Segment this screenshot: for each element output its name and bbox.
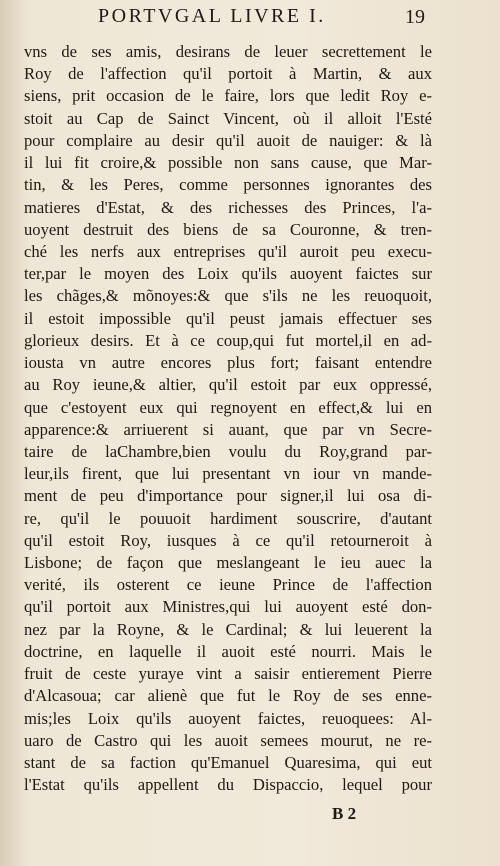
running-head: PORTVGAL LIVRE I. xyxy=(98,5,326,27)
text-line: stant de sa faction qu'Emanuel Quaresima, qui eut xyxy=(24,753,432,772)
text-line: leur,ils firent, que lui presentant vn iour vn mande- xyxy=(24,464,432,484)
text-line: ment de peu d'importance pour signer,il lui osa di- xyxy=(24,486,432,506)
text-line: fruit de ceste yuraye vint a saisir entierement Pierre xyxy=(24,664,432,684)
text-line: re, qu'il le pouuoit hardiment souscrire, d'autant xyxy=(24,508,432,528)
text-line: Roy de l'affection qu'il portoit à Martin, & aux xyxy=(24,64,432,84)
text-line: il lui fit croire,& possible non sans cause, que Mar- xyxy=(24,153,432,173)
text-line: l'Estat qu'ils appellent du Dispaccio, lequel pour xyxy=(24,775,432,795)
page-number: 19 xyxy=(405,6,425,28)
text-line: taire de laChambre,bien voulu du Roy,grand par- xyxy=(24,441,432,461)
text-line: que c'estoyent eux qui regnoyent en effect,& lui en xyxy=(24,397,432,417)
text-line: au Roy ieune,& altier, qu'il estoit par eux oppressé, xyxy=(24,375,432,395)
text-line: il estoit impossible qu'il peust jamais effectuer ses xyxy=(24,308,432,328)
text-line: uaro de Castro qui les auoit semees mourut, ne re- xyxy=(24,730,432,750)
signature-mark: B 2 xyxy=(332,804,357,823)
text-line: iousta vn autre encores plus fort; faisant entendre xyxy=(24,353,432,373)
text-line: apparence:& arriuerent si auant, que par vn Secre- xyxy=(24,419,432,439)
text-line: stoit au Cap de Sainct Vincent, où il alloit l'Esté xyxy=(24,108,432,128)
text-line: d'Alcasoua; car alienè que fut le Roy de ses enne- xyxy=(24,686,432,706)
text-line: Lisbone; de façon que meslangeant le ieu auec la xyxy=(24,553,432,573)
text-line: verité, ils osterent ce ieune Prince de l'affection xyxy=(24,575,432,595)
text-line: uoyent destruit des biens de sa Couronne, & tren- xyxy=(24,219,432,239)
text-line: glorieux desirs. Et à ce coup,qui fut mortel,il en ad- xyxy=(24,330,432,350)
text-line: qu'il portoit aux Ministres,qui lui auoyent esté don- xyxy=(24,597,432,617)
body-text xyxy=(24,41,432,796)
text-line: qu'il estoit Roy, iusques à ce qu'il retourneroit à xyxy=(24,530,432,550)
text-line: vns de ses amis, desirans de leuer secrettement le xyxy=(24,42,432,61)
text-line: doctrine, en laquelle il auoit esté nourri. Mais le xyxy=(24,641,432,661)
text-line: les chãges,& mõnoyes:& que s'ils ne les reuoquoit, xyxy=(24,286,432,306)
text-line: ter,par le moyen des Loix qu'ils auoyent faictes sur xyxy=(24,264,432,284)
text-line: siens, prit occasion de le faire, lors que ledit Roy e- xyxy=(24,86,432,106)
page-header xyxy=(0,4,500,42)
text-line: nez par la Royne, & le Cardinal; & lui leuerent la xyxy=(24,619,432,639)
text-line: ché les nerfs aux entreprises qu'il auroit peu execu- xyxy=(24,241,432,261)
text-line: pour complaire au desir qu'il auoit de nauiger: & là xyxy=(24,130,432,150)
text-line: mis;les Loix qu'ils auoyent faictes, reuoquees: Al- xyxy=(24,708,432,728)
text-line: tin, & les Peres, comme personnes ignorantes des xyxy=(24,175,432,195)
text-line: matieres d'Estat, & des richesses des Princes, l'a- xyxy=(24,197,432,217)
